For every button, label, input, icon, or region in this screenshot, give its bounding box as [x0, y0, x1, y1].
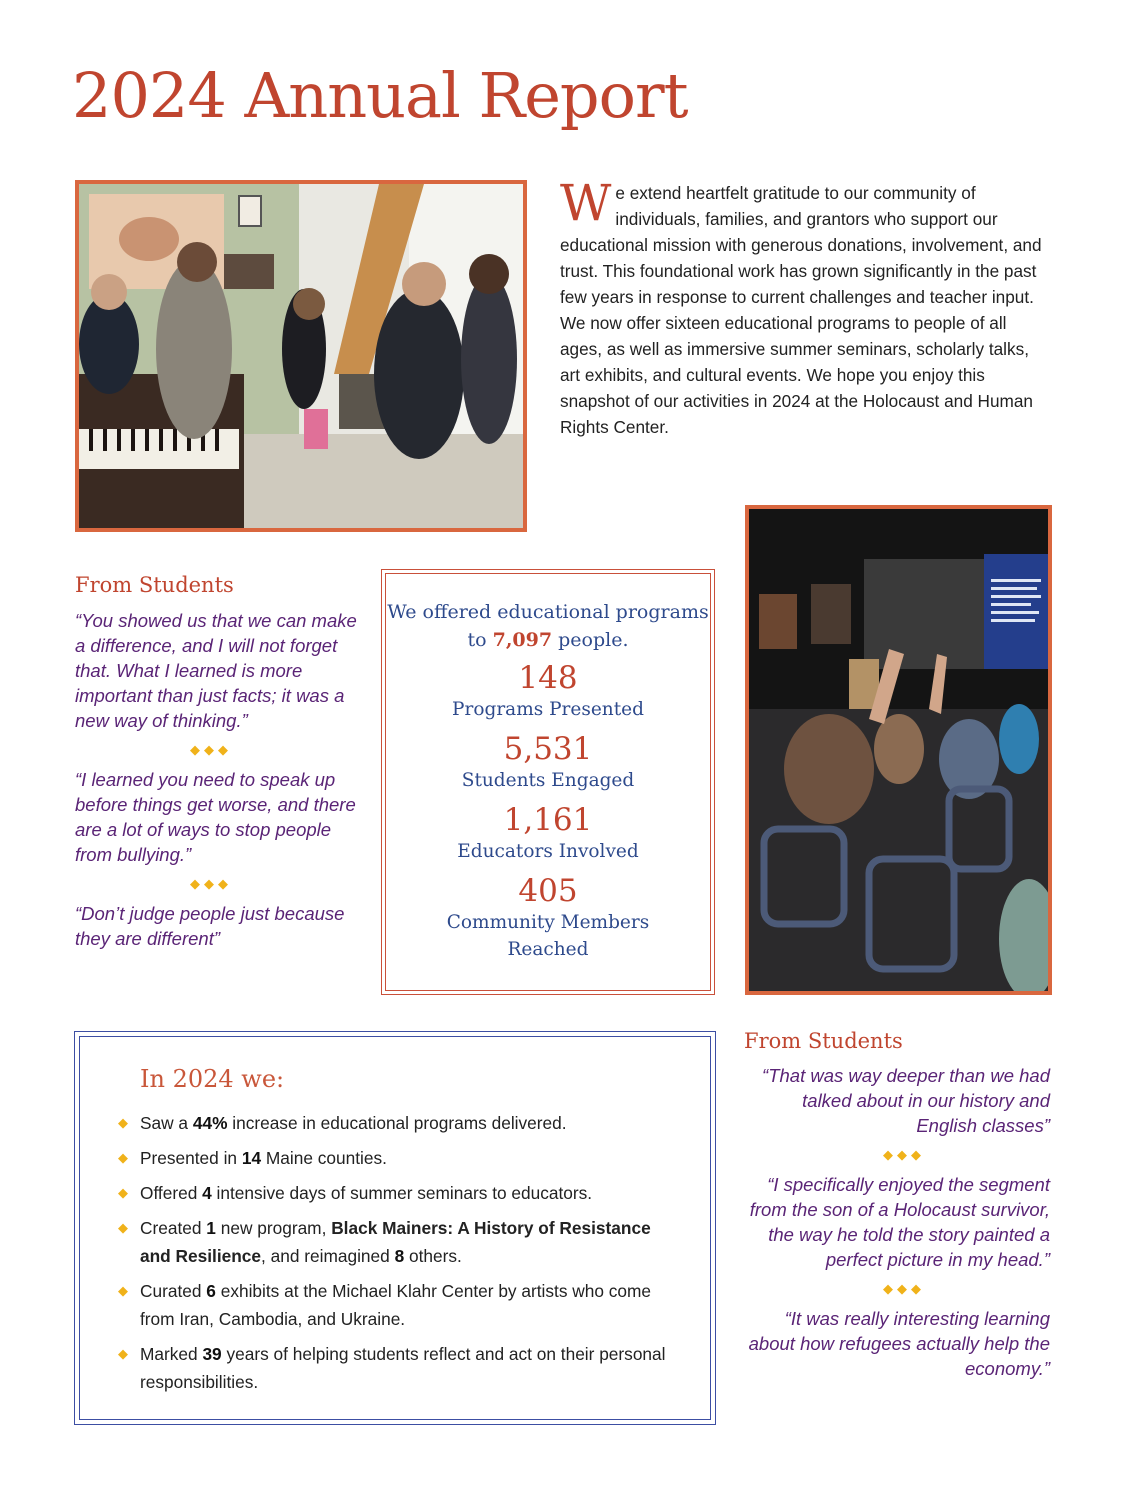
gallery-visit-photo — [75, 180, 527, 532]
student-quote: “That was way deeper than we had talked about in our history and English classes” — [762, 1065, 1050, 1136]
accomplishments-list — [118, 1109, 680, 1396]
stat-number: 148 — [518, 660, 578, 696]
students-left-heading: From Students — [75, 573, 234, 597]
stats-lead-before: We offered educational programs to — [387, 601, 709, 651]
stat-number: 405 — [518, 873, 578, 909]
student-quote: “Don’t judge people just because they are different” — [75, 903, 345, 949]
diamond-bullet-icon: ◆ — [118, 1220, 128, 1235]
diamond-separator-icon: ◆◆◆ — [883, 1281, 925, 1296]
student-quote: “I learned you need to speak up before things get worse, and there are a lot of ways to stop people from bullying.” — [75, 769, 356, 865]
student-quote: “I specifically enjoyed the segment from the son of a Holocaust survivor, the way he told the story painted a perfect picture in my head.” — [749, 1174, 1050, 1270]
accomplishments-box — [74, 1031, 716, 1425]
list-item: ◆ Offered 4 intensive days of summer seminars to educators. — [118, 1179, 680, 1207]
intro-dropcap: W — [560, 174, 612, 232]
page-title: 2024 Annual Report — [72, 59, 688, 132]
stat-label: Programs Presented — [452, 699, 644, 720]
diamond-separator-icon: ◆◆◆ — [190, 876, 232, 891]
stats-box — [381, 569, 715, 995]
lecture-hall-photo — [745, 505, 1052, 995]
stat-number: 1,161 — [503, 802, 593, 838]
diamond-bullet-icon: ◆ — [118, 1185, 128, 1200]
list-item: ◆ Marked 39 years of helping students reflect and act on their personal responsibilities. — [118, 1340, 680, 1396]
diamond-bullet-icon: ◆ — [118, 1346, 128, 1361]
stats-lead — [386, 598, 710, 654]
stats-lead-after: people. — [552, 629, 629, 651]
list-item: ◆ Presented in 14 Maine counties. — [118, 1144, 680, 1172]
stats-lead-total: 7,097 — [492, 629, 553, 651]
list-item: ◆ Curated 6 exhibits at the Michael Klahr Center by artists who come from Iran, Cambodia, and Ukraine. — [118, 1277, 680, 1333]
diamond-bullet-icon: ◆ — [118, 1115, 128, 1130]
intro-text: e extend heartfelt gratitude to our community of individuals, families, and grantors who support our educational mission with generous donations, involvement, and trust. This foundational work has grown significantly in the past few years in response to current challenges and teacher input. We now offer sixteen educational programs to people of all ages, as well as immersive summer seminars, scholarly talks, art exhibits, and cultural events. We hope you enjoy this snapshot of our activities in 2024 at the Holocaust and Human Rights Center. — [560, 183, 1042, 437]
stat-label: Educators Involved — [457, 841, 639, 862]
diamond-bullet-icon: ◆ — [118, 1150, 128, 1165]
students-right-heading: From Students — [744, 1029, 903, 1053]
stat-label: Students Engaged — [461, 770, 635, 791]
student-quote: “It was really interesting learning about how refugees actually help the economy.” — [748, 1308, 1050, 1379]
intro-paragraph — [560, 174, 1050, 440]
students-left-quotes — [75, 608, 367, 951]
diamond-bullet-icon: ◆ — [118, 1283, 128, 1298]
students-right-quotes — [748, 1063, 1050, 1381]
diamond-separator-icon: ◆◆◆ — [190, 742, 232, 757]
student-quote: “You showed us that we can make a difference, and I will not forget that. What I learned is more important than just facts; it was a new way of thinking.” — [75, 610, 357, 731]
list-item: ◆ Saw a 44% increase in educational programs delivered. — [118, 1109, 680, 1137]
accomplishments-heading: In 2024 we: — [140, 1065, 285, 1093]
stat-label: Community Members Reached — [446, 912, 650, 960]
diamond-separator-icon: ◆◆◆ — [883, 1147, 925, 1162]
list-item: ◆ Created 1 new program, Black Mainers: A History of Resistance and Resilience, and reimagined 8 others. — [118, 1214, 680, 1270]
stat-number: 5,531 — [503, 731, 593, 767]
